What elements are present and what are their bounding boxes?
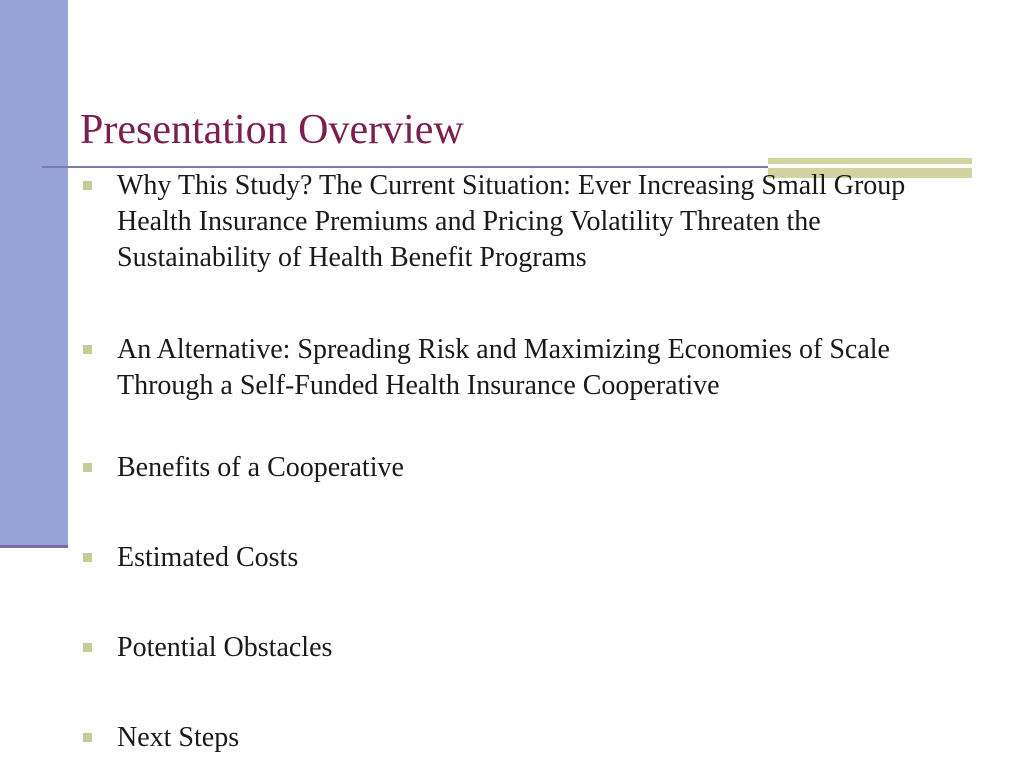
square-bullet-icon bbox=[83, 643, 92, 652]
bullet-text: Next Steps bbox=[117, 722, 240, 753]
square-bullet-icon bbox=[83, 733, 92, 742]
bullet-text: An Alternative: Spreading Risk and Maximizing Economies of Scale Through a Self-Funded Health Insurance Cooperative bbox=[117, 334, 890, 401]
bullet-text: Benefits of a Cooperative bbox=[117, 452, 404, 483]
slide-title: Presentation Overview bbox=[80, 107, 464, 153]
square-bullet-icon bbox=[83, 463, 92, 472]
square-bullet-icon bbox=[83, 181, 92, 190]
left-bar-bottom-edge bbox=[0, 545, 68, 548]
square-bullet-icon bbox=[83, 553, 92, 562]
bullet-text: Why This Study? The Current Situation: Ever Increasing Small Group Health Insurance Premiums and Pricing Volatility Threaten the Sustainability of Health Benefit Programs bbox=[117, 170, 906, 273]
square-bullet-icon bbox=[83, 345, 92, 354]
bullet-text: Estimated Costs bbox=[117, 542, 299, 573]
left-decorative-bar bbox=[0, 0, 68, 545]
bullet-text: Potential Obstacles bbox=[117, 632, 333, 663]
